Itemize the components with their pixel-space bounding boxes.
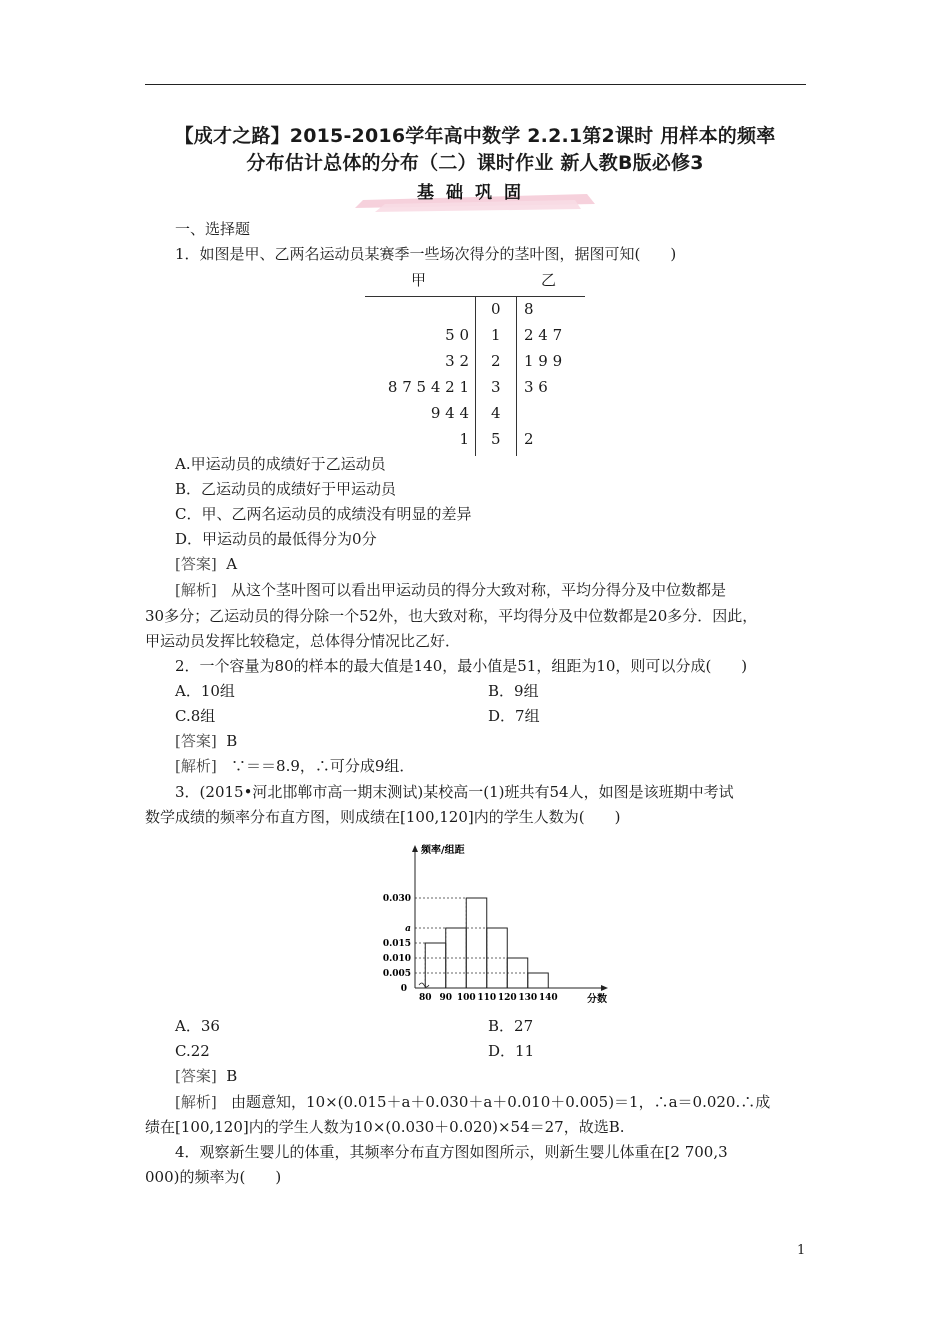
axis-break-icon: [419, 983, 429, 987]
answer-value: B: [226, 732, 238, 750]
stem-row-right-leaves: 3 6: [524, 378, 548, 396]
q2-option-d: D．7组: [488, 707, 540, 725]
histogram-svg: [375, 840, 615, 1010]
frequency-histogram: [375, 840, 615, 1010]
answer-value: B: [226, 1067, 238, 1085]
q1-analysis-line-1: [175, 580, 726, 600]
stem-row-left-leaves: 3 2: [445, 352, 469, 370]
q1-stem: 1．如图是甲、乙两名运动员某赛季一些场次得分的茎叶图，据图可知( ): [175, 245, 677, 263]
q3-stem-line-2: 数学成绩的频率分布直方图，则成绩在[100,120]内的学生人数为( ): [145, 808, 621, 826]
histogram-x-tick-label: 90: [439, 993, 453, 1003]
stem-right-header: 乙: [541, 271, 557, 289]
q3-analysis-line-2: 绩在[100,120]内的学生人数为10×(0.030＋0.020)×54＝27，故选B.: [145, 1118, 625, 1136]
y-axis-arrow-icon: [412, 845, 418, 852]
q2-analysis: [175, 756, 414, 776]
stem-leaf-plot: [365, 266, 585, 456]
q1-option-c: C．甲、乙两名运动员的成绩没有明显的差异: [175, 505, 472, 523]
stem-row-right-leaves: 1 9 9: [524, 352, 563, 370]
histogram-x-tick-label: 140: [538, 993, 558, 1003]
stem-row-stem: 1: [491, 326, 501, 344]
q3-option-b: B．27: [488, 1017, 534, 1035]
q2-option-b: B．9组: [488, 682, 539, 700]
stem-row-stem: 3: [491, 378, 501, 396]
q1-option-d: D．甲运动员的最低得分为0分: [175, 530, 377, 548]
histogram-origin-label: 0: [400, 984, 407, 994]
section-heading: 一、选择题: [175, 220, 251, 238]
q2-option-a: A．10组: [175, 682, 235, 700]
analysis-text: 由题意知，10×(0.015＋a＋0.030＋a＋0.010＋0.005)＝1，∴a＝0.020.∴成: [231, 1093, 771, 1111]
q1-analysis-line-2: 30多分；乙运动员的得分除一个52外，也大致对称，平均得分及中位数都是20多分．因此，: [145, 607, 758, 625]
q4-stem-line-1: 4．观察新生婴儿的体重，其频率分布直方图如图所示，则新生婴儿体重在[2 700,3: [175, 1143, 728, 1161]
stem-row-right-leaves: 2 4 7: [524, 326, 563, 344]
stem-row-left-leaves: 1: [459, 430, 469, 448]
q4-stem-line-2: 000)的频率为( ): [145, 1168, 282, 1186]
analysis-tag: [解析]: [175, 757, 217, 775]
analysis-text: 从这个茎叶图可以看出甲运动员的得分大致对称，平均分得分及中位数都是: [231, 581, 727, 599]
histogram-bar: [466, 898, 487, 988]
banner-label: 基础巩固: [417, 183, 533, 203]
stem-row-stem: 2: [491, 352, 501, 370]
page-number: 1: [797, 1243, 806, 1258]
stem-row-left-leaves: 9 4 4: [430, 404, 469, 422]
title-line-2: 分布估计总体的分布（二）课时作业 新人教B版必修3: [246, 152, 704, 174]
section-banner: [345, 176, 605, 214]
answer-tag: [答案]: [175, 732, 217, 750]
histogram-y-axis-label: 频率/组距: [421, 845, 465, 856]
analysis-tag: [解析]: [175, 581, 217, 599]
analysis-tag: [解析]: [175, 1093, 217, 1111]
q1-option-a: A.甲运动员的成绩好于乙运动员: [175, 455, 386, 473]
histogram-y-tick-label: a: [405, 924, 411, 934]
stem-row-left-leaves: 8 7 5 4 2 1: [387, 378, 469, 396]
histogram-x-tick-label: 100: [456, 993, 476, 1003]
q2-stem: 2．一个容量为80的样本的最大值是140，最小值是51，组距为10，则可以分成( ): [175, 657, 748, 675]
histogram-y-tick-label: 0.010: [382, 954, 411, 964]
q3-option-a: A．36: [175, 1017, 220, 1035]
histogram-bar: [528, 973, 549, 988]
q1-option-b: B．乙运动员的成绩好于甲运动员: [175, 480, 397, 498]
histogram-y-tick-label: 0.005: [382, 969, 411, 979]
stem-row-right-leaves: 8: [524, 300, 534, 318]
q1-answer: [175, 554, 237, 574]
histogram-x-tick-label: 110: [477, 993, 497, 1003]
answer-tag: [答案]: [175, 555, 217, 573]
title-line-1: 【成才之路】2015-2016学年高中数学 2.2.1第2课时 用样本的频率: [174, 125, 776, 147]
document-title: [135, 123, 815, 177]
answer-tag: [答案]: [175, 1067, 217, 1085]
q3-stem-line-1: 3．(2015•河北邯郸市高一期末测试)某校高一(1)班共有54人，如图是该班期中考试: [175, 783, 734, 801]
q3-answer: [175, 1066, 237, 1086]
q2-answer: [175, 731, 237, 751]
stem-row-left-leaves: 5 0: [445, 326, 469, 344]
histogram-y-tick-label: 0.015: [382, 939, 411, 949]
answer-value: A: [226, 555, 238, 573]
stem-row-stem: 4: [491, 404, 501, 422]
histogram-x-tick-label: 120: [497, 993, 517, 1003]
q3-option-c: C.22: [175, 1042, 210, 1060]
stem-row-right-leaves: 2: [524, 430, 534, 448]
analysis-text: ∵＝＝8.9，∴可分成9组．: [231, 757, 415, 775]
q3-analysis-line-1: [175, 1092, 770, 1112]
histogram-x-axis-label: 分数: [587, 994, 607, 1005]
stem-row-stem: 5: [491, 430, 501, 448]
histogram-bar: [425, 943, 446, 988]
x-axis-arrow-icon: [601, 985, 608, 991]
q1-analysis-line-3: 甲运动员发挥比较稳定，总体得分情况比乙好．: [145, 632, 461, 650]
stem-right-divider: [516, 296, 517, 456]
stem-left-divider: [475, 296, 476, 456]
histogram-x-tick-label: 80: [418, 993, 432, 1003]
header-rule: [145, 84, 806, 85]
histogram-y-tick-label: 0.030: [382, 894, 411, 904]
q3-option-d: D．11: [488, 1042, 535, 1060]
histogram-x-tick-label: 130: [518, 993, 538, 1003]
stem-left-header: 甲: [411, 271, 427, 289]
q2-option-c: C.8组: [175, 707, 216, 725]
stem-row-stem: 0: [491, 300, 501, 318]
